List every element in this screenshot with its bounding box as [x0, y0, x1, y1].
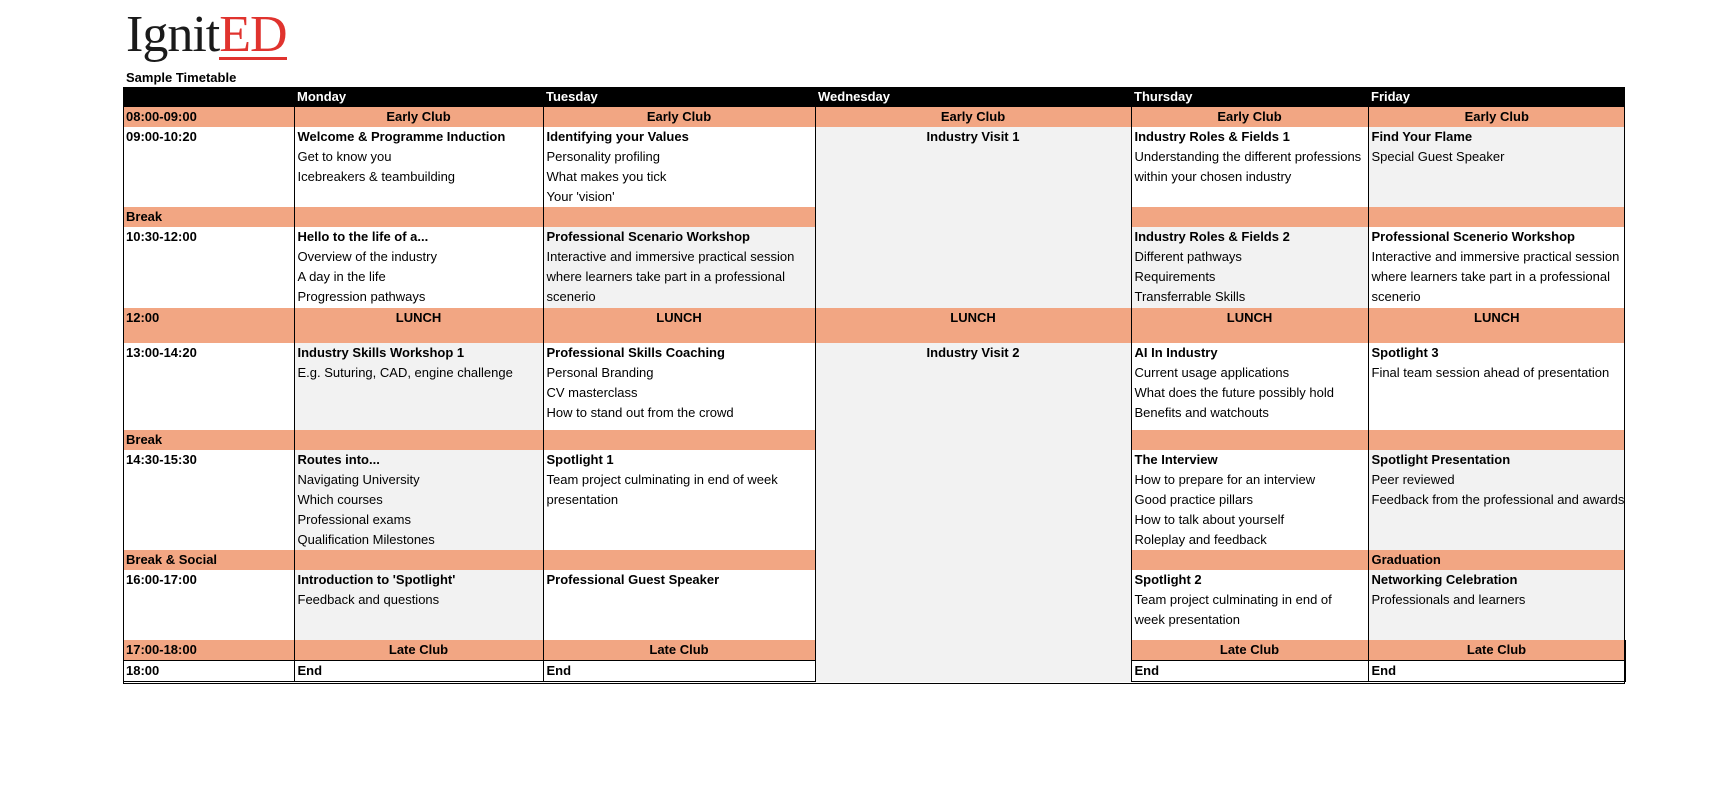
session-line: Interactive and immersive practical session — [546, 249, 795, 264]
session-line: Personal Branding — [546, 365, 654, 380]
break-label: Break & Social — [123, 550, 294, 570]
header-corner — [123, 87, 294, 107]
session-line: What does the future possibly hold — [1134, 385, 1334, 400]
session-line: Feedback from the professional and awards — [1371, 492, 1625, 507]
session-title: Professional Scenario Workshop — [546, 229, 750, 244]
lunch-cell: LUNCH — [1368, 308, 1625, 343]
session-line: How to prepare for an interview — [1134, 472, 1316, 487]
session-cell-thursday — [1131, 127, 1368, 207]
end-cell: End — [1368, 661, 1625, 682]
page-subtitle: Sample Timetable — [126, 70, 237, 85]
session-line: where learners take part in a professional — [546, 269, 785, 284]
session-line: week presentation — [1134, 612, 1241, 627]
session-line: scenerio — [546, 289, 596, 304]
session-line: presentation — [546, 492, 619, 507]
session-line: Which courses — [297, 492, 383, 507]
session-line: What makes you tick — [546, 169, 667, 184]
lunch-cell: LUNCH — [1131, 308, 1368, 343]
session-title: Welcome & Programme Induction — [297, 129, 506, 144]
time-cell: 09:00-10:20 — [123, 127, 294, 207]
session-line: Qualification Milestones — [297, 532, 435, 547]
session-line: Get to know you — [297, 149, 392, 164]
early-club-cell: Early Club — [294, 107, 543, 127]
session-line: Professionals and learners — [1371, 592, 1526, 607]
graduation-label: Graduation — [1368, 550, 1625, 570]
session-title: Industry Skills Workshop 1 — [297, 345, 465, 360]
session-cell-tuesday — [543, 570, 815, 640]
end-cell: End — [294, 661, 543, 682]
session-title: Industry Visit 2 — [926, 345, 1020, 360]
time-cell: 14:30-15:30 — [123, 450, 294, 550]
session-row — [123, 127, 1625, 207]
session-title: Routes into... — [297, 452, 380, 467]
session-line: Current usage applications — [1134, 365, 1290, 380]
session-cell-tuesday — [543, 127, 815, 207]
session-cell-wednesday — [815, 127, 1131, 308]
lunch-cell: LUNCH — [294, 308, 543, 343]
session-title: Spotlight 1 — [546, 452, 614, 467]
session-cell-wednesday — [815, 343, 1131, 682]
session-cell-friday — [1368, 227, 1625, 308]
session-title: The Interview — [1134, 452, 1218, 467]
early-club-cell: Early Club — [1368, 107, 1625, 127]
time-cell: 16:00-17:00 — [123, 570, 294, 640]
session-title: Industry Roles & Fields 2 — [1134, 229, 1290, 244]
session-line: Overview of the industry — [297, 249, 437, 264]
session-cell-monday — [294, 570, 543, 640]
lunch-row — [123, 308, 1625, 343]
time-cell: 18:00 — [123, 661, 294, 682]
session-line: Good practice pillars — [1134, 492, 1253, 507]
ignited-logo — [126, 6, 287, 64]
session-cell-thursday — [1131, 227, 1368, 308]
early-club-cell: Early Club — [815, 107, 1131, 127]
session-title: Professional Scenerio Workshop — [1371, 229, 1575, 244]
early-club-cell: Early Club — [1131, 107, 1368, 127]
late-club-cell: Late Club — [1131, 640, 1368, 661]
session-line: Navigating University — [297, 472, 420, 487]
session-title: AI In Industry — [1134, 345, 1218, 360]
day-header-tuesday: Tuesday — [543, 87, 815, 107]
session-cell-friday — [1368, 450, 1625, 550]
time-cell: 08:00-09:00 — [123, 107, 294, 127]
late-club-cell: Late Club — [294, 640, 543, 661]
session-line: Final team session ahead of presentation — [1371, 365, 1610, 380]
session-title: Spotlight Presentation — [1371, 452, 1511, 467]
session-line: Team project culminating in end of week — [546, 472, 778, 487]
time-cell: 10:30-12:00 — [123, 227, 294, 308]
timetable — [123, 87, 1625, 682]
session-title: Professional Guest Speaker — [546, 572, 720, 587]
time-cell: 17:00-18:00 — [123, 640, 294, 661]
session-line: Roleplay and feedback — [1134, 532, 1267, 547]
session-line: within your chosen industry — [1134, 169, 1292, 184]
session-line: Requirements — [1134, 269, 1216, 284]
session-cell-tuesday — [543, 343, 815, 430]
session-line: A day in the life — [297, 269, 386, 284]
late-club-cell: Late Club — [1368, 640, 1625, 661]
break-label: Break — [123, 430, 294, 450]
session-line: E.g. Suturing, CAD, engine challenge — [297, 365, 513, 380]
session-line: How to stand out from the crowd — [546, 405, 734, 420]
session-cell-thursday — [1131, 450, 1368, 550]
early-club-cell: Early Club — [543, 107, 815, 127]
logo-text-part1: Ignit — [126, 6, 220, 63]
day-header-wednesday: Wednesday — [815, 87, 1131, 107]
session-title: Industry Visit 1 — [926, 129, 1020, 144]
session-line: Peer reviewed — [1371, 472, 1455, 487]
session-line: where learners take part in a professional — [1371, 269, 1610, 284]
session-cell-monday — [294, 127, 543, 207]
end-cell: End — [1131, 661, 1368, 682]
session-line: Feedback and questions — [297, 592, 440, 607]
session-cell-thursday — [1131, 570, 1368, 640]
session-title: Hello to the life of a... — [297, 229, 429, 244]
time-cell: 13:00-14:20 — [123, 343, 294, 430]
logo-text-part2: ED — [219, 6, 287, 63]
session-line: Benefits and watchouts — [1134, 405, 1269, 420]
session-line: Different pathways — [1134, 249, 1242, 264]
session-row — [123, 343, 1625, 430]
lunch-cell: LUNCH — [815, 308, 1131, 343]
session-line: Team project culminating in end of — [1134, 592, 1332, 607]
session-cell-thursday — [1131, 343, 1368, 430]
session-line: Icebreakers & teambuilding — [297, 169, 456, 184]
session-title: Spotlight 2 — [1134, 572, 1202, 587]
session-title: Networking Celebration — [1371, 572, 1518, 587]
session-title: Industry Roles & Fields 1 — [1134, 129, 1290, 144]
session-cell-tuesday — [543, 450, 815, 550]
session-line: Transferrable Skills — [1134, 289, 1246, 304]
session-title: Spotlight 3 — [1371, 345, 1439, 360]
session-title: Identifying your Values — [546, 129, 689, 144]
session-line: Understanding the different professions — [1134, 149, 1362, 164]
session-line: CV masterclass — [546, 385, 638, 400]
session-cell-monday — [294, 450, 543, 550]
day-header-monday: Monday — [294, 87, 543, 107]
session-line: Professional exams — [297, 512, 411, 527]
session-cell-friday — [1368, 570, 1625, 640]
session-line: Personality profiling — [546, 149, 660, 164]
session-line: How to talk about yourself — [1134, 512, 1285, 527]
break-label: Break — [123, 207, 294, 227]
lunch-cell: LUNCH — [543, 308, 815, 343]
session-line: Progression pathways — [297, 289, 426, 304]
session-title: Find Your Flame — [1371, 129, 1473, 144]
session-title: Professional Skills Coaching — [546, 345, 725, 360]
session-line: Special Guest Speaker — [1371, 149, 1505, 164]
session-cell-friday — [1368, 127, 1625, 207]
session-cell-tuesday — [543, 227, 815, 308]
day-header-thursday: Thursday — [1131, 87, 1368, 107]
time-cell: 12:00 — [123, 308, 294, 343]
session-title: Introduction to 'Spotlight' — [297, 572, 456, 587]
end-cell: End — [543, 661, 815, 682]
session-line: Your 'vision' — [546, 189, 615, 204]
session-cell-monday — [294, 343, 543, 430]
session-line: scenerio — [1371, 289, 1421, 304]
header-row — [123, 87, 1625, 107]
session-line: Interactive and immersive practical session — [1371, 249, 1620, 264]
session-cell-monday — [294, 227, 543, 308]
late-club-cell: Late Club — [543, 640, 815, 661]
day-header-friday: Friday — [1368, 87, 1625, 107]
early-club-row — [123, 107, 1625, 127]
session-cell-friday — [1368, 343, 1625, 430]
